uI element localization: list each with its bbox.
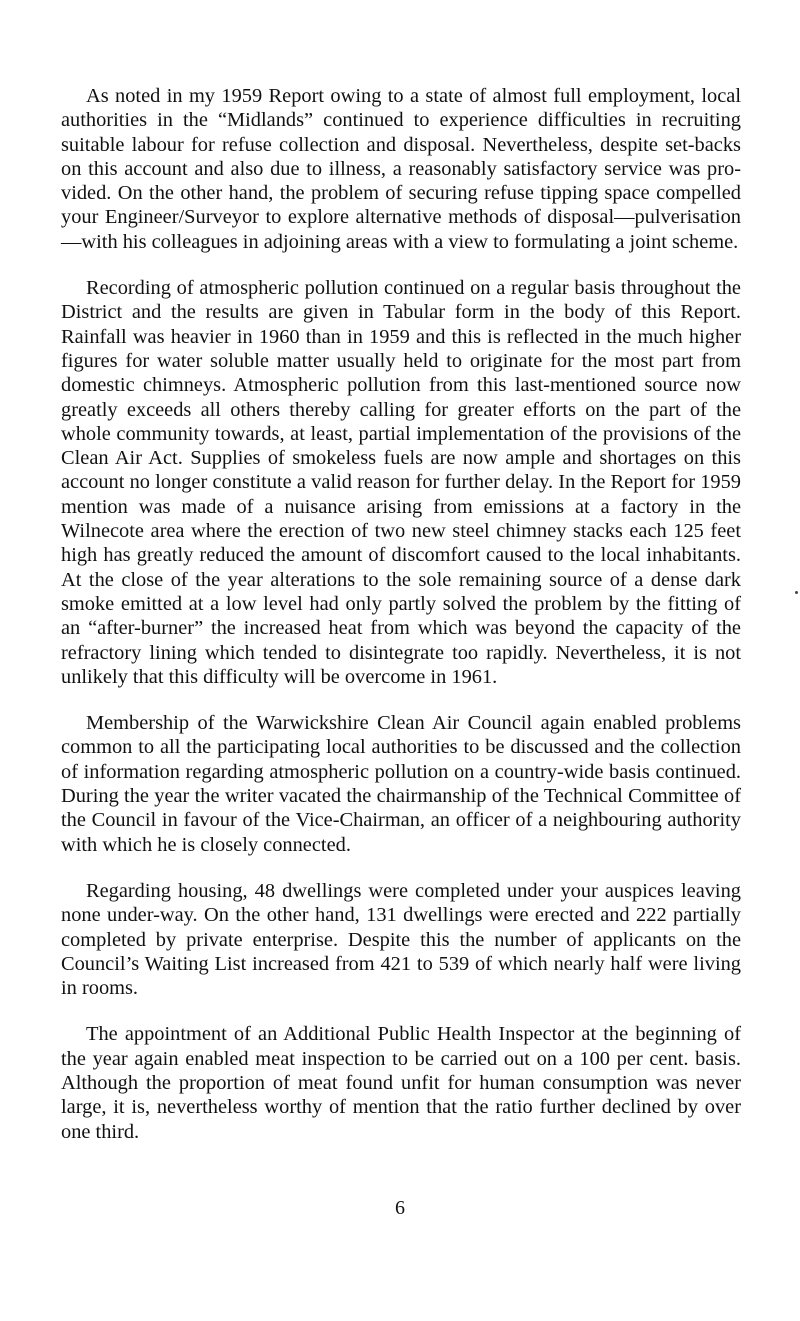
paragraph-meat-inspection: The appointment of an Additional Public Health Inspector at the beginning of the year again enabled meat inspection to be carried out on a 100 per cent. basis. Although the proportion of meat found unfit for human consumption was never large, it is, nevertheless worthy of mention that the ratio further declined by over one third. [61, 1023, 741, 1143]
page-number: 6 [395, 1197, 405, 1219]
paragraph-housing: Regarding housing, 48 dwellings were completed under your auspices leaving none under-way. On the other hand, 131 dwellings were erected and 222 partially completed by private enterprise. Despite this the number of applicants on the Council’s Waiting List increased from 421 to 539 of which nearly half were living in rooms. [61, 879, 741, 1000]
paragraph-atmospheric-pollution: Recording of atmospheric pollution continued on a regular basis throughout the District and the results are given in Tabular form in the body of this Report. Rainfall was heavier in 1960 than in 1959 and this is reflected in the much higher figures for water soluble matter usually held to originate for the most part from domestic chimneys. Atmospheric pollution from this last-mentioned source now greatly exceeds all others thereby calling for greater efforts on the part of the whole community towards, at least, partial implementation of the provisions of the Clean Air Act. Supplies of smokeless fuels are now ample and shortages on this account no longer constitute a valid reason for further delay. In the Report for 1959 mention was made of a nuisance arising from emissions at a factory in the Wilnecote area where the erection of two new steel chimney stacks each 125 feet high has greatly reduced the amount of discomfort caused to the local inhabitants. At the close of the year alterations to the sole remaining source of a dense dark smoke emitted at a low level had only partly solved the problem by the fitting of an “after-burner” the increased heat from which was beyond the capacity of the refractory lining which tended to disintegrate too rapidly. Nevertheless, it is not unlikely that this difficulty will be overcome in 1961. [61, 277, 741, 688]
scan-speck [795, 591, 798, 594]
document-body [61, 84, 741, 1166]
paragraph-refuse-collection: As noted in my 1959 Report owing to a state of almost full employment, local authorities in the “Midlands” continued to experience difficulties in recruiting suitable labour for refuse collection and disposal. Nevertheless, despite set-backs on this account and also due to illness, a reasonably satisfactory service was provided. On the other hand, the problem of securing refuse tipping space compelled your Engineer/Surveyor to explore alternative methods of disposal—pulverisation—with his colleagues in adjoining areas with a view to formulating a joint scheme. [61, 85, 741, 253]
paragraph-clean-air-council: Membership of the Warwickshire Clean Air Council again enabled problems common to all the participating local authorities to be discussed and the collection of information regarding atmospheric pollution on a country-wide basis continued. During the year the writer vacated the chairmanship of the Technical Committee of the Council in favour of the Vice-Chairman, an officer of a neighbouring authority with which he is closely connected. [61, 712, 741, 856]
